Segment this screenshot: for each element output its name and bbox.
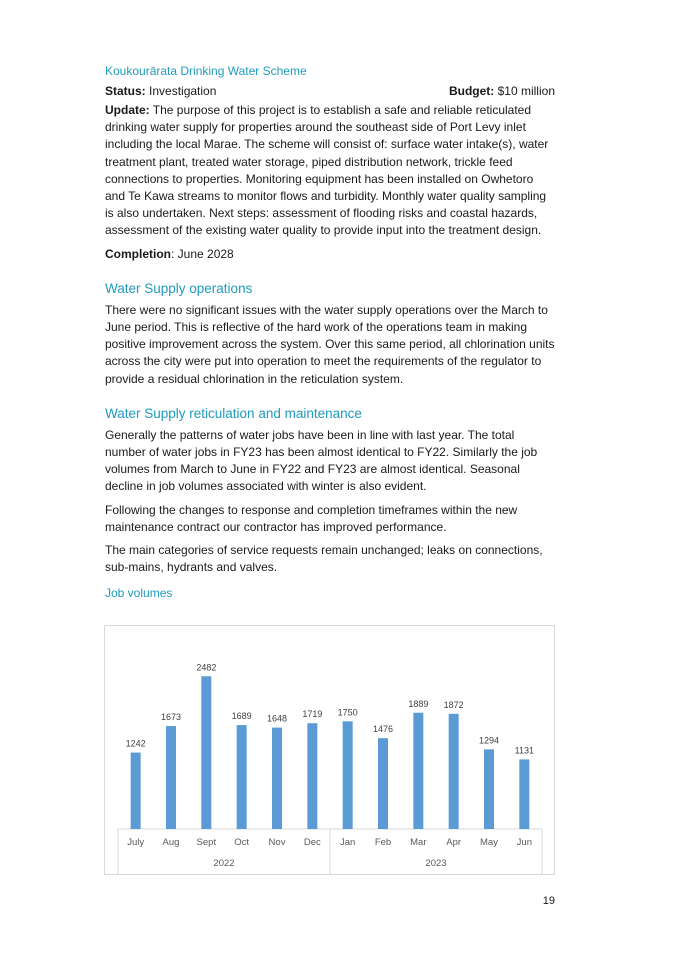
bar-july [131,753,141,829]
x-tick-label: July [127,837,145,848]
data-label: 1476 [372,724,394,735]
maintenance-paragraph-3: The main categories of service requests remain unchanged; leaks on connections, sub-mains, hydrants and valves. [105,543,543,575]
x-tick-label: Apr [446,837,462,848]
bar-jun [519,759,529,829]
maintenance-heading: Water Supply reticulation and maintenance [105,405,362,421]
budget-label: Budget: [448,84,495,98]
x-tick-label: Nov [268,837,286,848]
bar-apr [449,714,459,829]
status-label: Status: [105,84,146,98]
data-label: 1689 [231,711,252,722]
completion-value: : June 2028 [171,246,234,261]
data-label: 1750 [337,707,358,718]
status-line [105,84,216,98]
x-tick-label: Oct [234,837,250,848]
x-tick-label: Feb [374,837,392,848]
data-label: 1872 [443,699,464,710]
operations-heading: Water Supply operations [105,280,253,296]
bar-jan [343,721,353,829]
data-label: 2482 [196,662,217,673]
bar-oct [237,725,247,829]
status-budget-row [105,84,555,98]
x-tick-label: Aug [162,837,180,848]
bar-feb [378,738,388,829]
operations-paragraph: There were no significant issues with the water supply operations over the March to June period. This is reflective of the hard work of the operations team in making positive improvement across the system. Over this same period, all chlorination units across the city were put into operation to meet the requirements of the regulator to provide a residual chlorination in the reticulation system. [105,302,555,386]
bar-mar [413,713,423,829]
data-label: 1648 [266,713,288,724]
completion-label: Completion [105,246,171,261]
status-value: Investigation [149,84,217,98]
x-tick-label: May [480,837,498,848]
x-tick-label: Jun [516,837,532,848]
x-tick-label: Mar [410,837,427,848]
maintenance-paragraph-2: Following the changes to response and completion timeframes within the new maintenance contract our contractor has improved performance. [105,502,518,534]
group-label-2022: 2022 [213,858,235,869]
update-text: The purpose of this project is to establish a safe and reliable reticulated drinking water supply for properties around the southeast side of Port Levy inlet including the local Marae. The scheme will consist of: surface water intake(s), water treatment plant, treated water storage, piped distribution network, trickle feed connections to properties. Monitoring equipment has been installed on Owhetoro and Te Kawa streams to monitor flows and turbidity. Monthly water quality sampling is also undertaken. Next steps: assessment of flooding risks and coastal hazards, assessment of the existing water quality to provide input into the treatment design. [105,103,549,238]
data-label: 1889 [408,698,429,709]
update-label: Update: [105,103,150,117]
x-tick-label: Dec [303,837,321,848]
job-volumes-chart [104,625,555,875]
job-volumes-heading: Job volumes [105,586,173,600]
bar-dec [307,723,317,829]
bar-aug [166,726,176,829]
data-label: 1673 [160,712,182,723]
page-number: 19 [542,895,555,907]
x-tick-label: Sept [196,837,217,848]
budget-line [449,84,555,98]
project-title: Koukourārata Drinking Water Scheme [105,64,307,78]
bar-sept [201,676,211,829]
maintenance-paragraph-1: Generally the patterns of water jobs have been in line with last year. The total number of water jobs in FY23 has been almost identical to FY22. Similarly the job volumes from March to June in FY22 and FY23 are almost identical. Seasonal decline in job volumes associated with winter is also evident. [105,427,538,494]
data-label: 1242 [125,738,146,749]
update-paragraph [105,102,555,240]
data-label: 1294 [478,735,500,746]
bar-nov [272,728,282,829]
budget-value: $10 million [497,84,555,98]
data-label: 1719 [302,709,323,720]
x-tick-label: Jan [340,837,356,848]
data-label: 1131 [514,745,535,756]
completion-line [105,246,555,263]
chart-svg [105,626,554,874]
bar-may [484,749,494,829]
text-column [105,64,555,582]
group-label-2023: 2023 [425,858,447,869]
